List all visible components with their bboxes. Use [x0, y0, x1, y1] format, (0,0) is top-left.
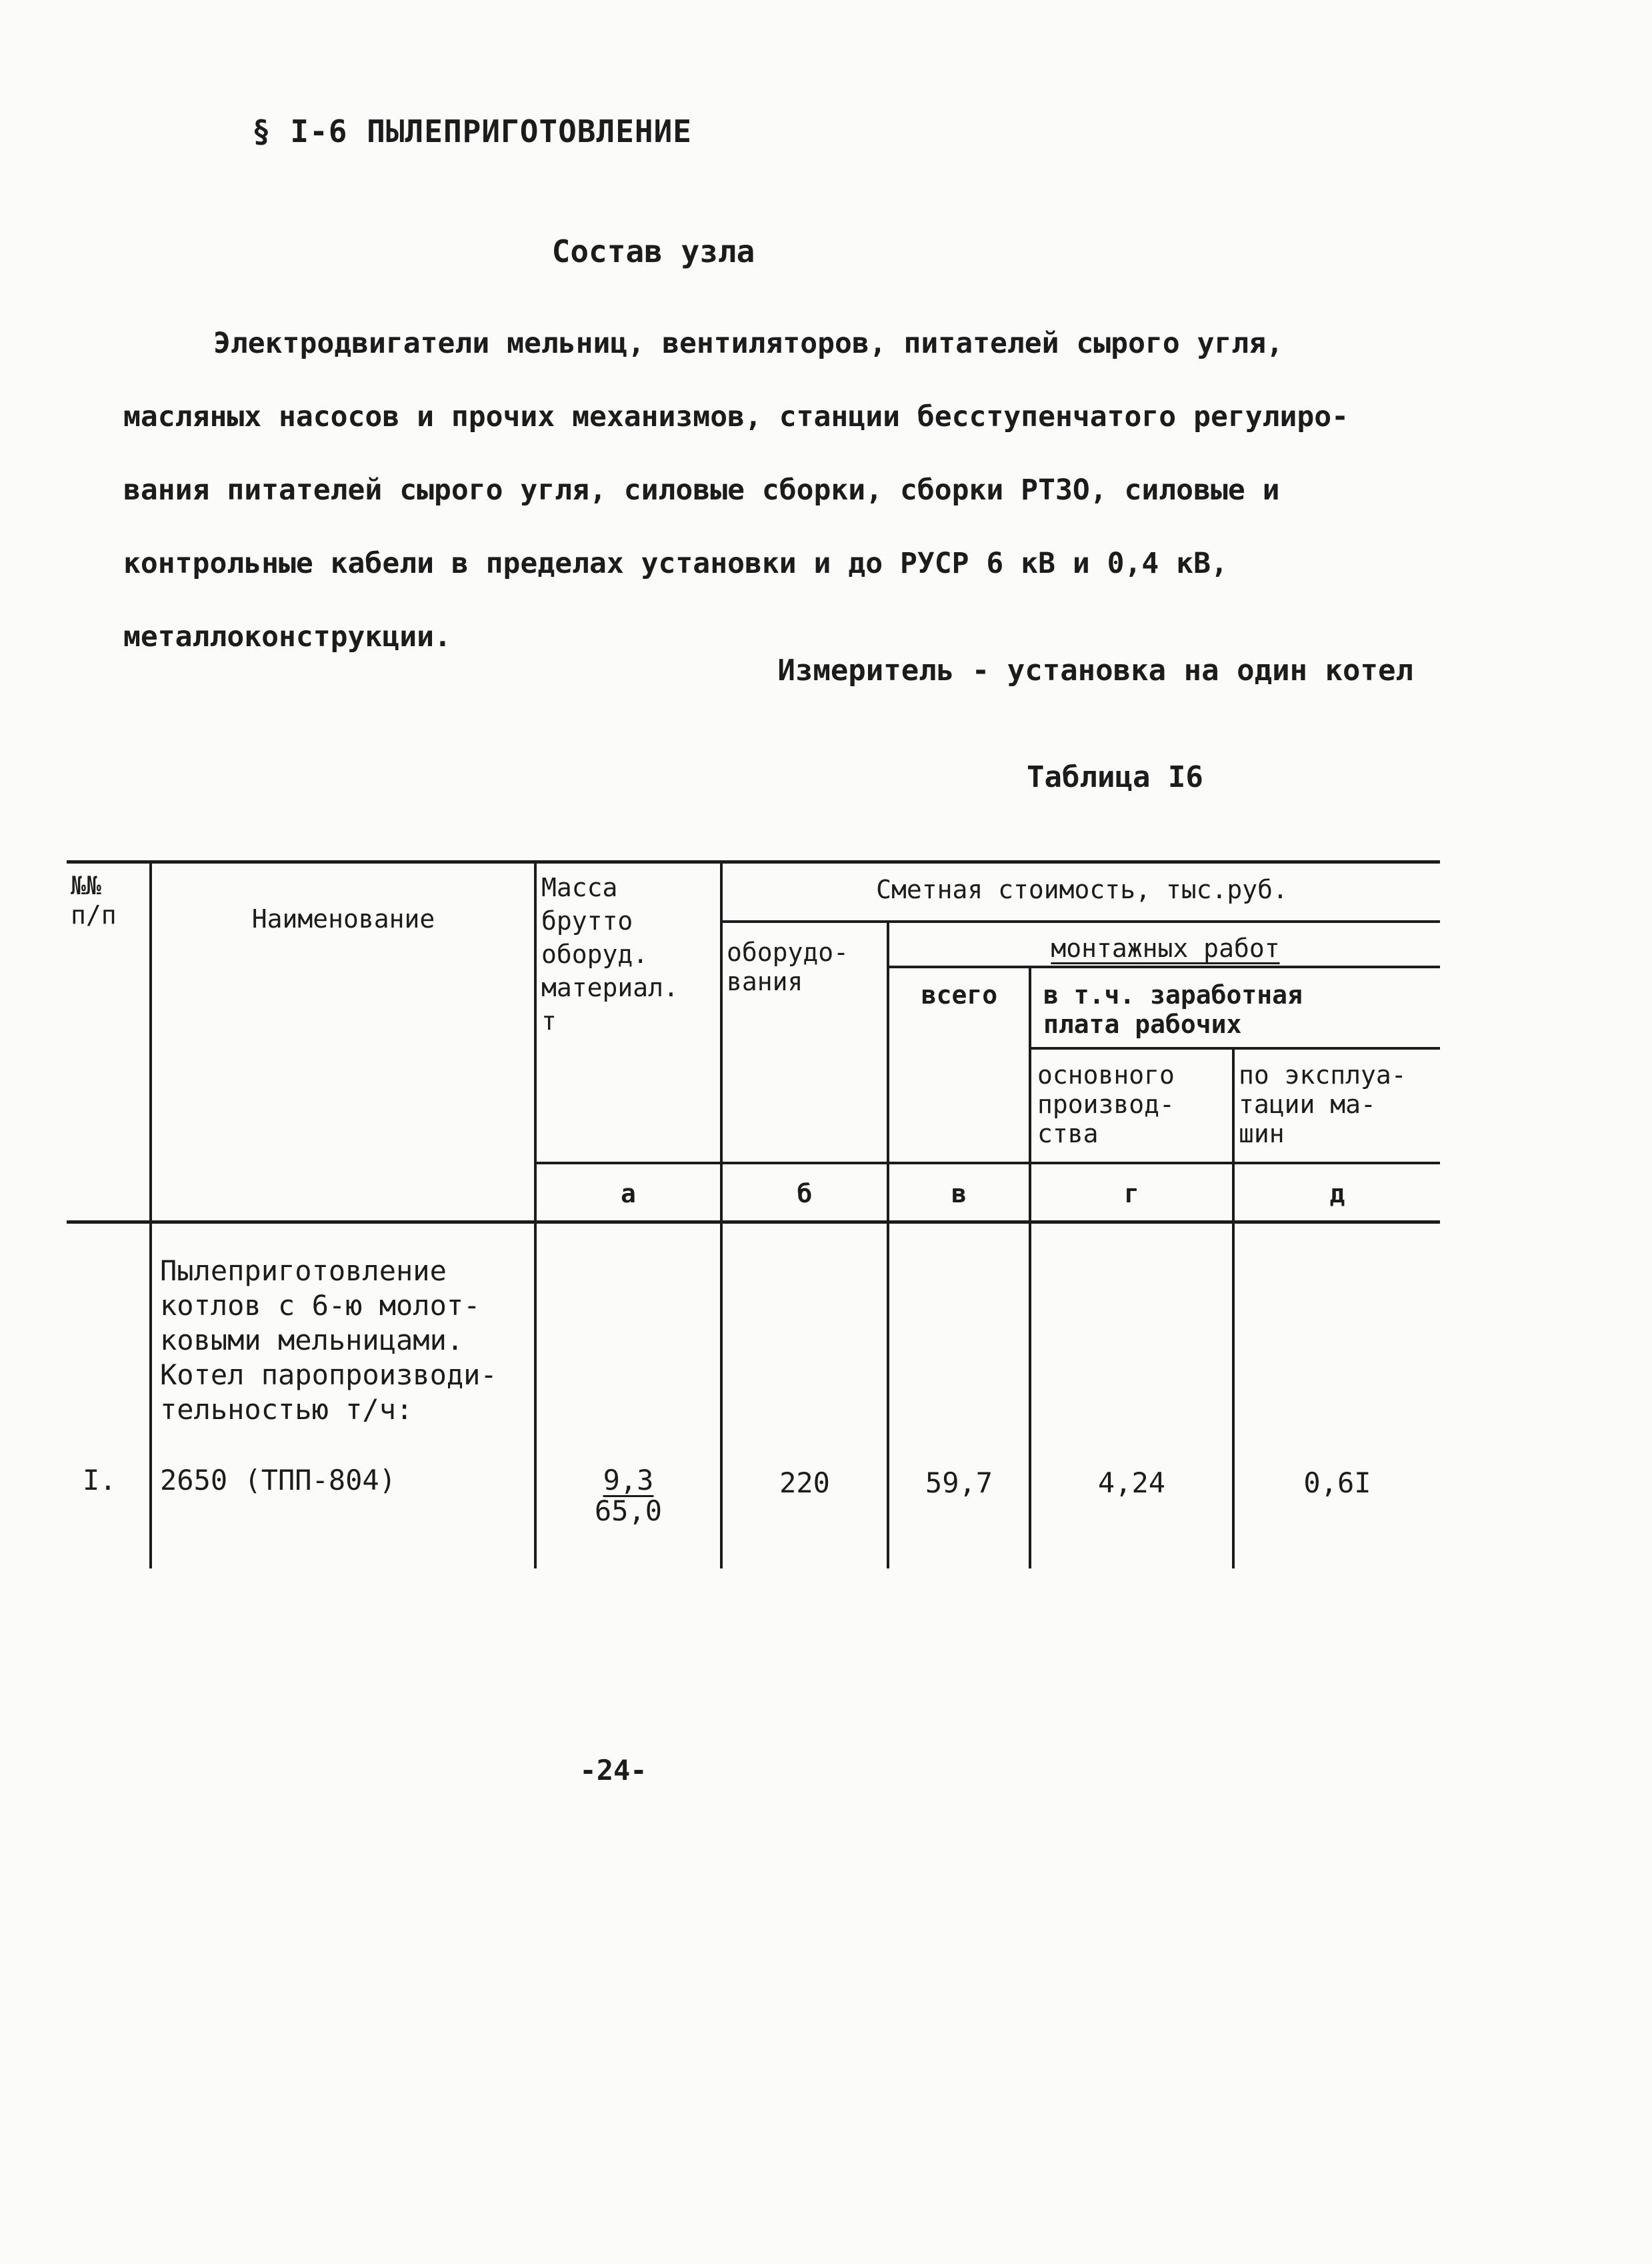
table-top-rule — [67, 860, 1440, 864]
row-1-equipment: 220 — [779, 1466, 830, 1499]
column-letter-d: д — [1329, 1179, 1345, 1208]
paragraph-line: Электродвигатели мельниц, вентиляторов, питателей сырого угля, — [213, 327, 1284, 360]
column-letter-v: в — [951, 1179, 967, 1208]
header-total: всего — [921, 980, 998, 1010]
header-mass: Масса брутто оборуд. материал. т — [541, 873, 679, 1036]
row-1-num: I. — [83, 1464, 117, 1496]
row-1-main-production: 4,24 — [1097, 1466, 1166, 1499]
row-1-machine-operation: 0,6I — [1303, 1466, 1371, 1499]
col-rule-mass — [720, 862, 723, 1568]
section-heading: § I-6 ПЫЛЕПРИГОТОВЛЕНИЕ — [252, 113, 692, 149]
paragraph-line: контрольные кабели в пределах установки и до РУСР 6 кВ и 0,4 кВ, — [123, 547, 1228, 580]
header-equipment: оборудо- вания — [727, 938, 849, 996]
header-rule-install — [888, 966, 1440, 968]
group-title: Пылеприготовление котлов с 6-ю молот- ковыми мельницами. Котел паропроизводи- тельностью т/ч: — [160, 1254, 497, 1426]
column-letter-g: г — [1124, 1179, 1139, 1208]
column-letter-b: б — [797, 1179, 813, 1208]
header-main-production: основного производ- ства — [1037, 1060, 1175, 1148]
letters-top-rule — [537, 1162, 1440, 1164]
column-letter-a: а — [621, 1179, 636, 1208]
col-rule-name — [534, 862, 537, 1568]
subheading: Состав узла — [551, 233, 755, 269]
row-1-mass-material: 65,0 — [594, 1494, 663, 1527]
header-name: Наименование — [251, 904, 435, 934]
header-rule-cost — [721, 920, 1440, 923]
col-rule-num — [149, 862, 152, 1568]
header-install-group: монтажных работ — [1051, 934, 1280, 963]
header-machine-operation: по эксплуа- тации ма- шин — [1239, 1060, 1407, 1148]
row-1-total: 59,7 — [925, 1466, 993, 1499]
paragraph-line: вания питателей сырого угля, силовые сборки, сборки РТЗО, силовые и — [123, 473, 1280, 507]
page-number: -24- — [579, 1754, 647, 1787]
table-caption: Таблица I6 — [1027, 760, 1203, 794]
unit-line: Измеритель - установка на один котел — [777, 654, 1413, 688]
row-1-name: 2650 (ТПП-804) — [160, 1464, 397, 1496]
header-num: №№ п/п — [71, 871, 117, 930]
header-cost-group: Сметная стоимость, тыс.руб. — [876, 875, 1288, 904]
row-1-mass-equipment: 9,3 — [603, 1464, 654, 1496]
header-rule-wage — [1030, 1047, 1440, 1050]
paragraph-line: масляных насосов и прочих механизмов, станции бесступенчатого регулиро- — [123, 400, 1349, 433]
header-wage-group: в т.ч. заработная плата рабочих — [1043, 980, 1303, 1039]
paragraph-line: металлоконструкции. — [123, 620, 451, 654]
